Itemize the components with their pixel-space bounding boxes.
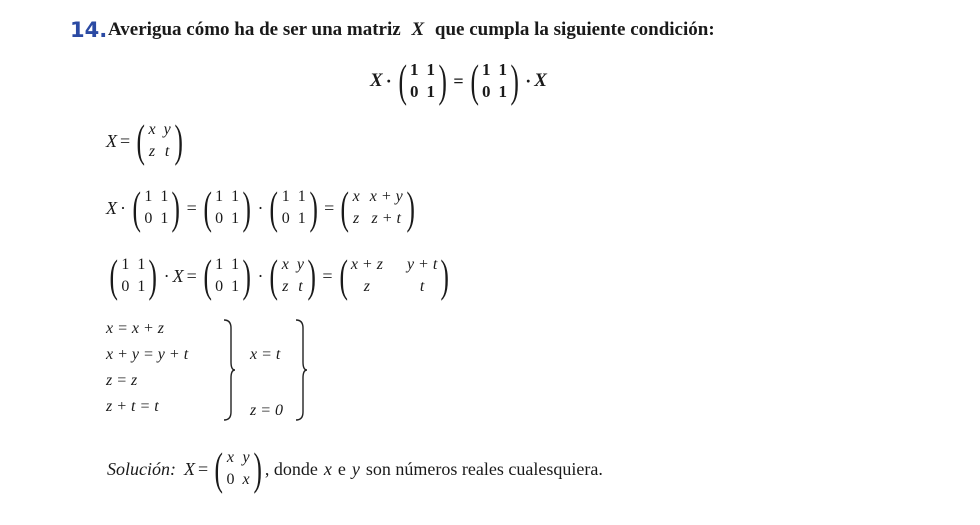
cell: 1: [498, 82, 507, 101]
condition-matrix-left: ( 1 1 0 1 ): [398, 55, 447, 106]
eq: =: [186, 265, 197, 286]
equation: z = z: [106, 372, 138, 389]
cell: y: [296, 256, 305, 273]
equation: x = x + z: [106, 320, 165, 337]
right-brace-1: [222, 318, 236, 422]
cell: x: [226, 449, 235, 466]
cell: x: [148, 121, 156, 138]
step1-lhs: X: [106, 130, 117, 151]
cell: 1: [144, 188, 153, 205]
cell: 1: [410, 60, 419, 79]
equation: x + y = y + t: [106, 346, 189, 363]
condition-dot-1: ·: [385, 70, 392, 91]
solution-lhs: X: [184, 458, 195, 479]
eq: =: [322, 265, 333, 286]
cell: 0: [144, 210, 153, 227]
solution-text-before: , donde: [264, 458, 318, 479]
step2-m1: ( 1 1 0 1 ): [132, 182, 181, 233]
cell: 0: [121, 278, 130, 295]
condition-equals: =: [453, 70, 464, 91]
equation: z + t = t: [106, 398, 159, 415]
cell: t: [164, 143, 170, 160]
eq: =: [324, 197, 335, 218]
cell: 1: [160, 188, 169, 205]
cell: y + t: [406, 256, 438, 273]
right-brace-2: [294, 318, 308, 422]
step3-m3: ( x y z t ): [269, 250, 316, 301]
step3-m1: ( 1 1 0 1 ): [109, 250, 158, 301]
cell: 1: [426, 60, 436, 79]
step-3: [106, 250, 453, 301]
step2-lhs: X: [106, 197, 117, 218]
cell: 1: [231, 210, 240, 227]
cell: z: [353, 210, 360, 227]
cell: 1: [137, 256, 146, 273]
step2-m3: ( 1 1 0 1 ): [269, 182, 318, 233]
cell: x: [352, 188, 360, 205]
statement-before: Averigua cómo ha de ser una matriz: [108, 19, 401, 40]
cell: z: [282, 278, 289, 295]
eq: =: [198, 458, 209, 479]
cell: y: [242, 449, 250, 466]
cell: 1: [121, 256, 130, 273]
cell: 1: [137, 278, 146, 295]
dot: ·: [120, 197, 126, 218]
cell: y: [163, 121, 171, 138]
cell: 0: [410, 82, 419, 101]
step2-m2: ( 1 1 0 1 ): [203, 182, 252, 233]
problem-statement: [108, 19, 715, 41]
cell: z + t: [371, 210, 401, 227]
cell: x: [281, 256, 289, 273]
cell: 0: [226, 471, 235, 488]
solution-label: Solución:: [107, 458, 176, 479]
cell: z: [148, 143, 156, 160]
cell: 1: [215, 188, 224, 205]
dot: ·: [163, 265, 170, 286]
system-result-2: z = 0: [250, 402, 284, 419]
cell: t: [419, 278, 425, 295]
cell: 1: [231, 256, 240, 273]
cell: z: [363, 278, 370, 295]
dot: ·: [257, 265, 264, 286]
solution-var-x: x: [323, 458, 332, 479]
problem-number: 14.: [70, 18, 108, 42]
cell: 1: [160, 210, 169, 227]
dot: ·: [257, 197, 264, 218]
system-equations: [106, 316, 188, 420]
solution-matrix: ( x y 0 x ): [214, 443, 262, 494]
condition-dot-2: ·: [525, 70, 532, 91]
step2-result: ( x x + y z z + t ): [340, 182, 415, 233]
cell: 0: [481, 82, 491, 101]
condition-left-var: X: [370, 70, 383, 91]
cell: 1: [231, 278, 240, 295]
cell: 1: [481, 60, 491, 79]
condition-right-var: X: [534, 70, 547, 91]
cell: 0: [281, 210, 290, 227]
solution-var-y: y: [351, 458, 360, 479]
cell: x: [242, 471, 250, 488]
cell: 1: [297, 210, 306, 227]
eq: =: [186, 197, 197, 218]
step-2: [106, 182, 418, 233]
condition-equation: [370, 55, 547, 106]
cell: 1: [215, 256, 224, 273]
cell: x + z: [350, 256, 383, 273]
solution: [107, 443, 603, 494]
cell: 0: [215, 278, 224, 295]
solution-conj: e: [337, 458, 346, 479]
cell: 1: [281, 188, 290, 205]
cell: x + y: [369, 188, 403, 205]
cell: t: [298, 278, 303, 295]
system-result-1: x = t: [250, 346, 281, 363]
cell: 1: [426, 82, 436, 101]
step1-eq: =: [120, 130, 131, 151]
condition-matrix-right: ( 1 1 0 1 ): [470, 55, 519, 106]
cell: 1: [498, 60, 507, 79]
statement-after: que cumpla la siguiente condición:: [434, 19, 715, 40]
step3-result: ( x + z y + t z t ): [338, 250, 450, 301]
step3-m2: ( 1 1 0 1 ): [203, 250, 252, 301]
step-1: [106, 115, 186, 166]
step3-var: X: [172, 265, 184, 286]
step1-matrix: ( x y z t ): [136, 115, 183, 166]
cell: 1: [297, 188, 306, 205]
solution-text-after: son números reales cualesquiera.: [365, 458, 603, 479]
cell: 1: [231, 188, 240, 205]
statement-var: X: [411, 19, 425, 40]
cell: 0: [215, 210, 224, 227]
